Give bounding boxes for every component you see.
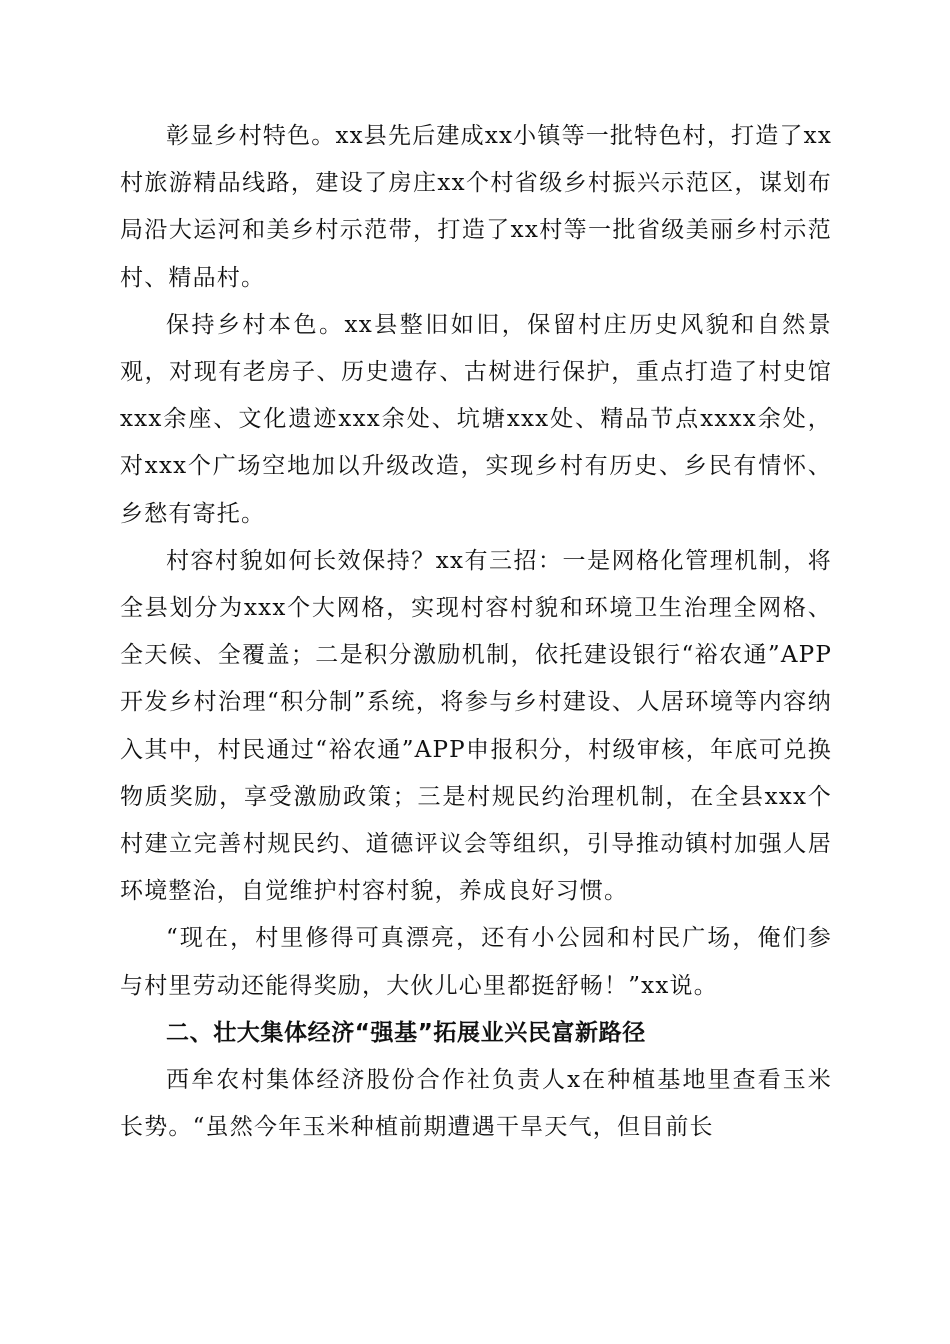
document-body [120,113,832,1151]
paragraph-rural-character: 保持乡村本色。xx县整旧如旧，保留村庄历史风貌和自然景观，对现有老房子、历史遗存、古树进行保护，重点打造了村史馆xxx余座、文化遗迹xxx余处、坑塘xxx处、精品节点xxxx余处，对xxx个广场空地加以升级改造，实现乡村有历史、乡民有情怀、乡愁有寄托。 [120,311,832,527]
section-heading: 二、壮大集体经济“强基”拓展业兴民富新路径 [166,1019,646,1046]
paragraph-rural-features: 彰显乡村特色。xx县先后建成xx小镇等一批特色村，打造了xx村旅游精品线路，建设了房庄xx个村省级乡村振兴示范区，谋划布局沿大运河和美乡村示范带，打造了xx村等一批省级美丽乡村示范村、精品村。 [120,123,832,291]
paragraph-villager-quote: “现在，村里修得可真漂亮，还有小公园和村民广场，俺们参与村里劳动还能得奖励，大伙儿心里都挺舒畅！”xx说。 [120,925,832,999]
paragraph-cooperative: 西牟农村集体经济股份合作社负责人x在种植基地里查看玉米长势。“虽然今年玉米种植前期遭遇干旱天气，但目前长 [120,1067,832,1141]
paragraph-three-measures: 村容村貌如何长效保持？xx有三招：一是网格化管理机制，将全县划分为xxx个大网格，实现村容村貌和环境卫生治理全网格、全天候、全覆盖；二是积分激励机制，依托建设银行“裕农通”APP开发乡村治理“积分制”系统，将参与乡村建设、人居环境等内容纳入其中，村民通过“裕农通”APP申报积分，村级审核，年底可兑换物质奖励，享受激励政策；三是村规民约治理机制，在全县xxx个村建立完善村规民约、道德评议会等组织，引导推动镇村加强人居环境整治，自觉维护村容村貌，养成良好习惯。 [120,547,832,905]
